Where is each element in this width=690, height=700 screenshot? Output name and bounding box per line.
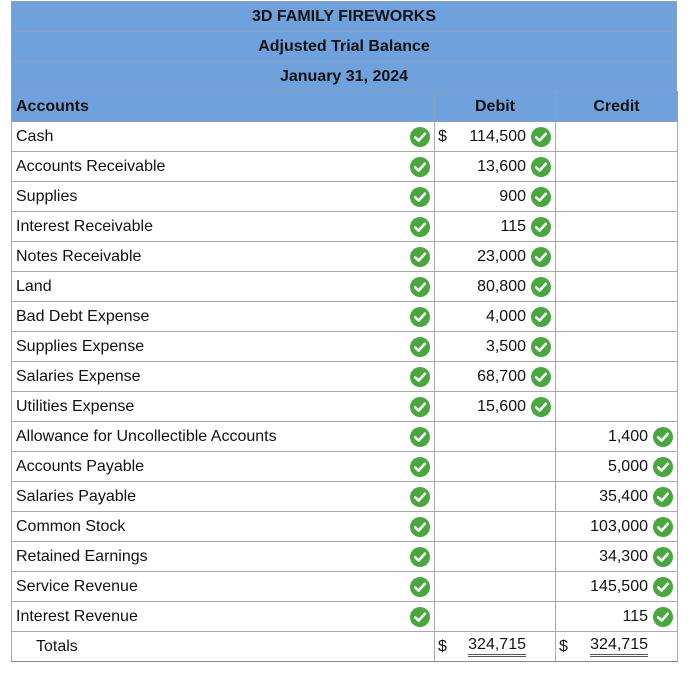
account-cell: [12, 242, 435, 272]
check-circle-icon: [410, 457, 430, 477]
account-name: Allowance for Uncollectible Accounts: [16, 427, 277, 445]
debit-amount: 114,500: [469, 127, 526, 145]
table-row: [12, 602, 678, 632]
totals-credit-value: 324,715: [590, 636, 648, 657]
credit-amount-cell: [556, 272, 678, 302]
account-name: Interest Revenue: [16, 607, 138, 625]
account-cell: [12, 122, 435, 152]
account-cell: [12, 152, 435, 182]
check-circle-icon: [531, 157, 551, 177]
account-name: Interest Receivable: [16, 217, 153, 235]
debit-dollar-sign: $: [438, 127, 447, 145]
check-circle-icon: [410, 577, 430, 597]
table-row: [12, 542, 678, 572]
debit-amount: 13,600: [477, 157, 526, 175]
debit-amount-cell: [435, 272, 556, 302]
check-circle-icon: [410, 337, 430, 357]
credit-amount: 34,300: [599, 547, 648, 565]
credit-amount: 1,400: [607, 427, 648, 445]
credit-amount-cell: [556, 572, 678, 602]
account-cell: [12, 542, 435, 572]
statement-title: Adjusted Trial Balance: [11, 31, 677, 61]
credit-amount-cell: [556, 302, 678, 332]
check-circle-icon: [531, 127, 551, 147]
debit-amount-cell: [435, 602, 556, 632]
table-row: [12, 392, 678, 422]
debit-amount: 4,000: [485, 307, 526, 325]
debit-amount-cell: [435, 332, 556, 362]
column-header-debit: Debit: [435, 92, 556, 122]
credit-amount-cell: [556, 122, 678, 152]
credit-amount-cell: [556, 482, 678, 512]
table-row: [12, 572, 678, 602]
debit-amount: 3,500: [485, 337, 526, 355]
debit-amount-cell: [435, 392, 556, 422]
totals-debit-cell: [435, 632, 556, 662]
check-circle-icon: [531, 397, 551, 417]
check-circle-icon: [410, 307, 430, 327]
account-name: Accounts Payable: [16, 457, 145, 475]
check-circle-icon: [531, 187, 551, 207]
account-cell: [12, 272, 435, 302]
table-row: [12, 452, 678, 482]
debit-amount-cell: [435, 482, 556, 512]
account-cell: [12, 392, 435, 422]
credit-amount-cell: [556, 392, 678, 422]
check-circle-icon: [653, 487, 673, 507]
debit-amount-cell: [435, 422, 556, 452]
check-circle-icon: [410, 547, 430, 567]
check-circle-icon: [531, 247, 551, 267]
table-row: [12, 242, 678, 272]
column-header-credit: Credit: [556, 92, 678, 122]
account-name: Bad Debt Expense: [16, 307, 150, 325]
account-name: Common Stock: [16, 517, 126, 535]
debit-amount: 80,800: [477, 277, 526, 295]
debit-amount-cell: [435, 542, 556, 572]
check-circle-icon: [410, 367, 430, 387]
check-circle-icon: [653, 457, 673, 477]
totals-credit-dollar-sign: $: [559, 637, 568, 655]
account-name: Supplies Expense: [16, 337, 145, 355]
credit-amount-cell: [556, 542, 678, 572]
table-row: [12, 422, 678, 452]
credit-amount-cell: [556, 452, 678, 482]
account-name: Retained Earnings: [16, 547, 148, 565]
check-circle-icon: [653, 547, 673, 567]
column-header-accounts: Accounts: [12, 92, 435, 122]
account-cell: [12, 332, 435, 362]
check-circle-icon: [410, 187, 430, 207]
account-cell: [12, 512, 435, 542]
credit-amount-cell: [556, 182, 678, 212]
check-circle-icon: [410, 127, 430, 147]
credit-amount-cell: [556, 242, 678, 272]
totals-debit-value: 324,715: [468, 636, 526, 657]
company-name: 3D FAMILY FIREWORKS: [11, 1, 677, 31]
trial-balance-table: [11, 91, 678, 662]
account-name: Salaries Expense: [16, 367, 141, 385]
totals-credit-cell: [556, 632, 678, 662]
table-row: [12, 212, 678, 242]
credit-amount: 145,500: [590, 577, 648, 595]
check-circle-icon: [410, 517, 430, 537]
debit-amount-cell: [435, 302, 556, 332]
table-row: [12, 482, 678, 512]
account-cell: [12, 602, 435, 632]
account-name: Land: [16, 277, 52, 295]
debit-amount-cell: [435, 362, 556, 392]
check-circle-icon: [531, 217, 551, 237]
column-header-row: [12, 92, 678, 122]
account-cell: [12, 182, 435, 212]
table-row: [12, 152, 678, 182]
check-circle-icon: [653, 427, 673, 447]
check-circle-icon: [653, 577, 673, 597]
credit-amount: 115: [622, 607, 648, 625]
account-name: Service Revenue: [16, 577, 138, 595]
debit-amount-cell: [435, 182, 556, 212]
check-circle-icon: [410, 277, 430, 297]
check-circle-icon: [531, 277, 551, 297]
credit-amount-cell: [556, 512, 678, 542]
credit-amount: 5,000: [607, 457, 648, 475]
account-name: Accounts Receivable: [16, 157, 166, 175]
table-row: [12, 182, 678, 212]
credit-amount-cell: [556, 362, 678, 392]
debit-amount-cell: [435, 152, 556, 182]
account-cell: [12, 302, 435, 332]
credit-amount-cell: [556, 332, 678, 362]
table-row: [12, 302, 678, 332]
credit-amount-cell: [556, 422, 678, 452]
check-circle-icon: [410, 427, 430, 447]
debit-amount: 15,600: [477, 397, 526, 415]
debit-amount: 68,700: [477, 367, 526, 385]
debit-amount-cell: [435, 452, 556, 482]
totals-debit-dollar-sign: $: [438, 637, 447, 655]
table-row: [12, 122, 678, 152]
debit-amount: 115: [500, 217, 526, 235]
check-circle-icon: [410, 157, 430, 177]
debit-amount-cell: [435, 512, 556, 542]
account-name: Utilities Expense: [16, 397, 135, 415]
debit-amount: 900: [499, 187, 526, 205]
check-circle-icon: [410, 247, 430, 267]
check-circle-icon: [531, 367, 551, 387]
credit-amount-cell: [556, 152, 678, 182]
check-circle-icon: [410, 487, 430, 507]
table-row: [12, 362, 678, 392]
account-name: Supplies: [16, 187, 78, 205]
account-cell: [12, 422, 435, 452]
credit-amount: 35,400: [599, 487, 648, 505]
account-name: Notes Receivable: [16, 247, 142, 265]
account-cell: [12, 362, 435, 392]
check-circle-icon: [653, 517, 673, 537]
check-circle-icon: [653, 607, 673, 627]
account-cell: [12, 572, 435, 602]
totals-row: [12, 632, 678, 662]
debit-amount: 23,000: [477, 247, 526, 265]
credit-amount-cell: [556, 212, 678, 242]
check-circle-icon: [410, 607, 430, 627]
trial-balance-sheet: [11, 1, 677, 662]
table-row: [12, 512, 678, 542]
check-circle-icon: [410, 217, 430, 237]
check-circle-icon: [531, 307, 551, 327]
account-name: Salaries Payable: [16, 487, 137, 505]
credit-amount-cell: [556, 602, 678, 632]
account-cell: [12, 482, 435, 512]
check-circle-icon: [410, 397, 430, 417]
check-circle-icon: [531, 337, 551, 357]
table-row: [12, 272, 678, 302]
statement-date: January 31, 2024: [11, 61, 677, 91]
account-name: Cash: [16, 127, 54, 145]
account-cell: [12, 212, 435, 242]
debit-amount-cell: [435, 572, 556, 602]
table-row: [12, 332, 678, 362]
debit-amount-cell: [435, 122, 556, 152]
totals-label: Totals: [12, 632, 435, 662]
debit-amount-cell: [435, 212, 556, 242]
account-cell: [12, 452, 435, 482]
credit-amount: 103,000: [590, 517, 648, 535]
debit-amount-cell: [435, 242, 556, 272]
